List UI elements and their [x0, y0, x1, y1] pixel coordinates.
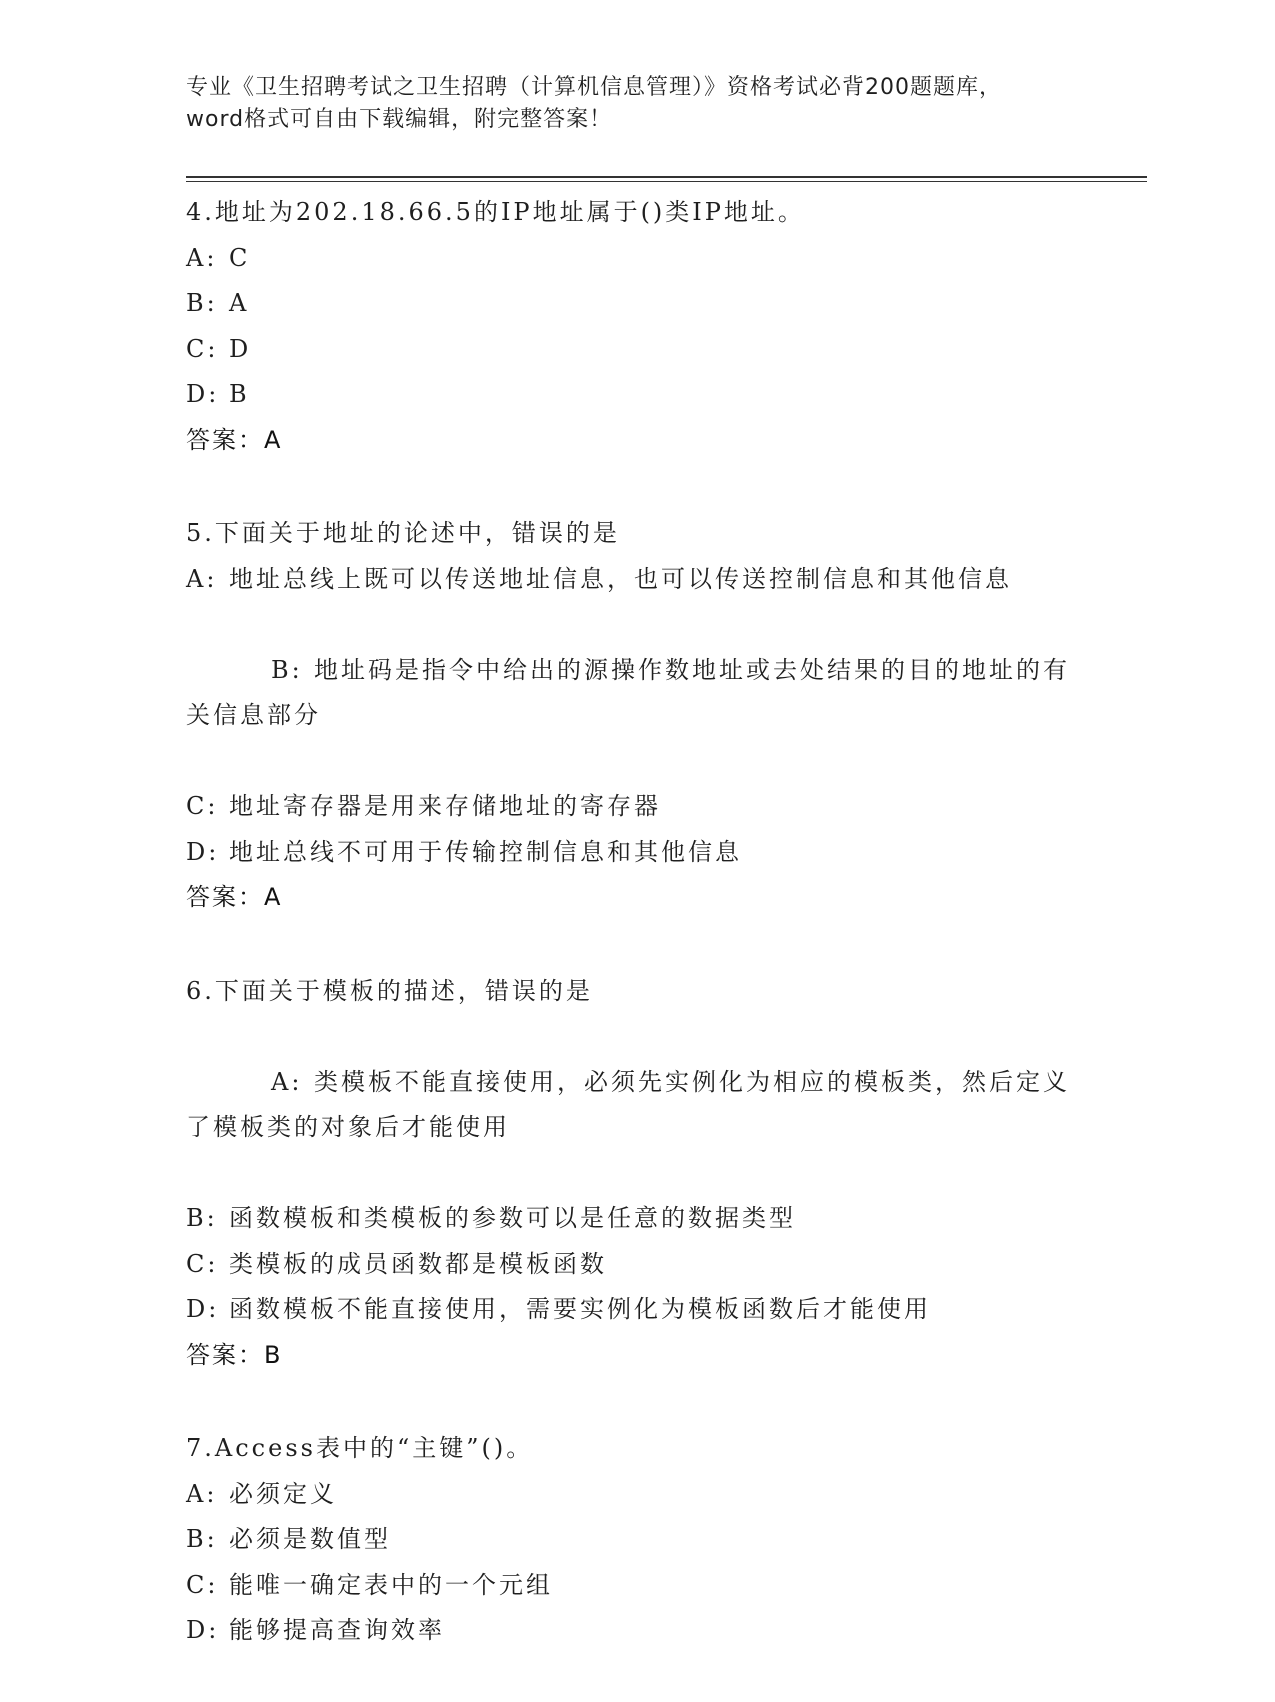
- question-stem: 4.地址为202.18.66.5的IP地址属于()类IP地址。: [186, 198, 805, 226]
- option-key: D:: [186, 1295, 220, 1323]
- option-text: 类模板不能直接使用，必须先实例化为相应的模板类，然后定义了模板类的对象后才能使用: [186, 1067, 1071, 1141]
- option-b: [186, 1196, 1086, 1242]
- option-c: [186, 327, 1086, 373]
- answer-line: 答案：A: [186, 883, 283, 911]
- question-stem: 5.下面关于地址的论述中，错误的是: [186, 519, 620, 547]
- option-text: 类模板的成员函数都是模板函数: [229, 1249, 607, 1278]
- answer-line: 答案：B: [186, 1340, 283, 1369]
- question-list: [186, 190, 1086, 1702]
- option-text: 地址总线上既可以传送地址信息，也可以传送控制信息和其他信息: [229, 564, 1012, 593]
- header-divider-thin: [186, 181, 1147, 182]
- question-stem: 6.下面关于模板的描述，错误的是: [186, 976, 593, 1005]
- option-b: [186, 602, 1086, 784]
- option-text: D: [229, 334, 252, 363]
- option-key: A:: [186, 1479, 218, 1508]
- option-text: 能够提高查询效率: [229, 1616, 445, 1644]
- option-key: C:: [186, 1570, 219, 1599]
- header-line-2: word格式可自由下载编辑，附完整答案！: [186, 107, 613, 132]
- option-a: [186, 1472, 1086, 1518]
- option-key: D:: [186, 380, 220, 408]
- question-item: [186, 969, 1086, 1379]
- option-key: C:: [186, 1249, 219, 1278]
- header-divider-thick: [186, 176, 1147, 178]
- option-c: [186, 784, 1086, 830]
- option-d: [186, 1608, 1086, 1654]
- option-text: B: [229, 380, 250, 408]
- header-line-1: 专业《卫生招聘考试之卫生招聘（计算机信息管理）》资格考试必背200题题库，: [186, 75, 1002, 100]
- option-d: [186, 1287, 1086, 1333]
- option-key: A:: [271, 1067, 303, 1096]
- option-d: [186, 372, 1086, 418]
- option-text: C: [229, 243, 251, 272]
- option-key: B:: [186, 1525, 218, 1553]
- option-c: [186, 1563, 1086, 1609]
- answer-line: 答案：A: [186, 425, 283, 454]
- document-header: [186, 72, 1086, 136]
- option-key: A:: [186, 564, 218, 593]
- option-key: C:: [186, 792, 219, 820]
- question-stem: 7.Access表中的“主键”()。: [186, 1434, 534, 1462]
- option-key: D:: [186, 837, 220, 866]
- option-text: 必须定义: [229, 1479, 337, 1508]
- option-text: 函数模板不能直接使用，需要实例化为模板函数后才能使用: [229, 1295, 931, 1323]
- option-a: [186, 236, 1086, 282]
- option-text: A: [229, 289, 250, 317]
- option-key: D:: [186, 1616, 220, 1644]
- option-key: A:: [186, 243, 218, 272]
- option-a: [186, 1014, 1086, 1196]
- option-a: [186, 557, 1086, 603]
- option-text: 必须是数值型: [229, 1525, 391, 1553]
- option-key: C:: [186, 334, 219, 363]
- question-item: [186, 190, 1086, 463]
- option-c: [186, 1242, 1086, 1288]
- option-text: 能唯一确定表中的一个元组: [229, 1570, 553, 1599]
- option-b: [186, 281, 1086, 327]
- option-text: 地址码是指令中给出的源操作数地址或去处结果的目的地址的有关信息部分: [186, 655, 1071, 729]
- question-item: [186, 511, 1086, 921]
- option-key: B:: [186, 1204, 218, 1232]
- question-item: [186, 1426, 1086, 1654]
- option-b: [186, 1517, 1086, 1563]
- option-key: B:: [186, 289, 218, 317]
- option-text: 函数模板和类模板的参数可以是任意的数据类型: [229, 1204, 796, 1232]
- option-d: [186, 830, 1086, 876]
- option-text: 地址寄存器是用来存储地址的寄存器: [229, 792, 661, 820]
- option-text: 地址总线不可用于传输控制信息和其他信息: [229, 837, 742, 866]
- option-key: B:: [271, 655, 303, 684]
